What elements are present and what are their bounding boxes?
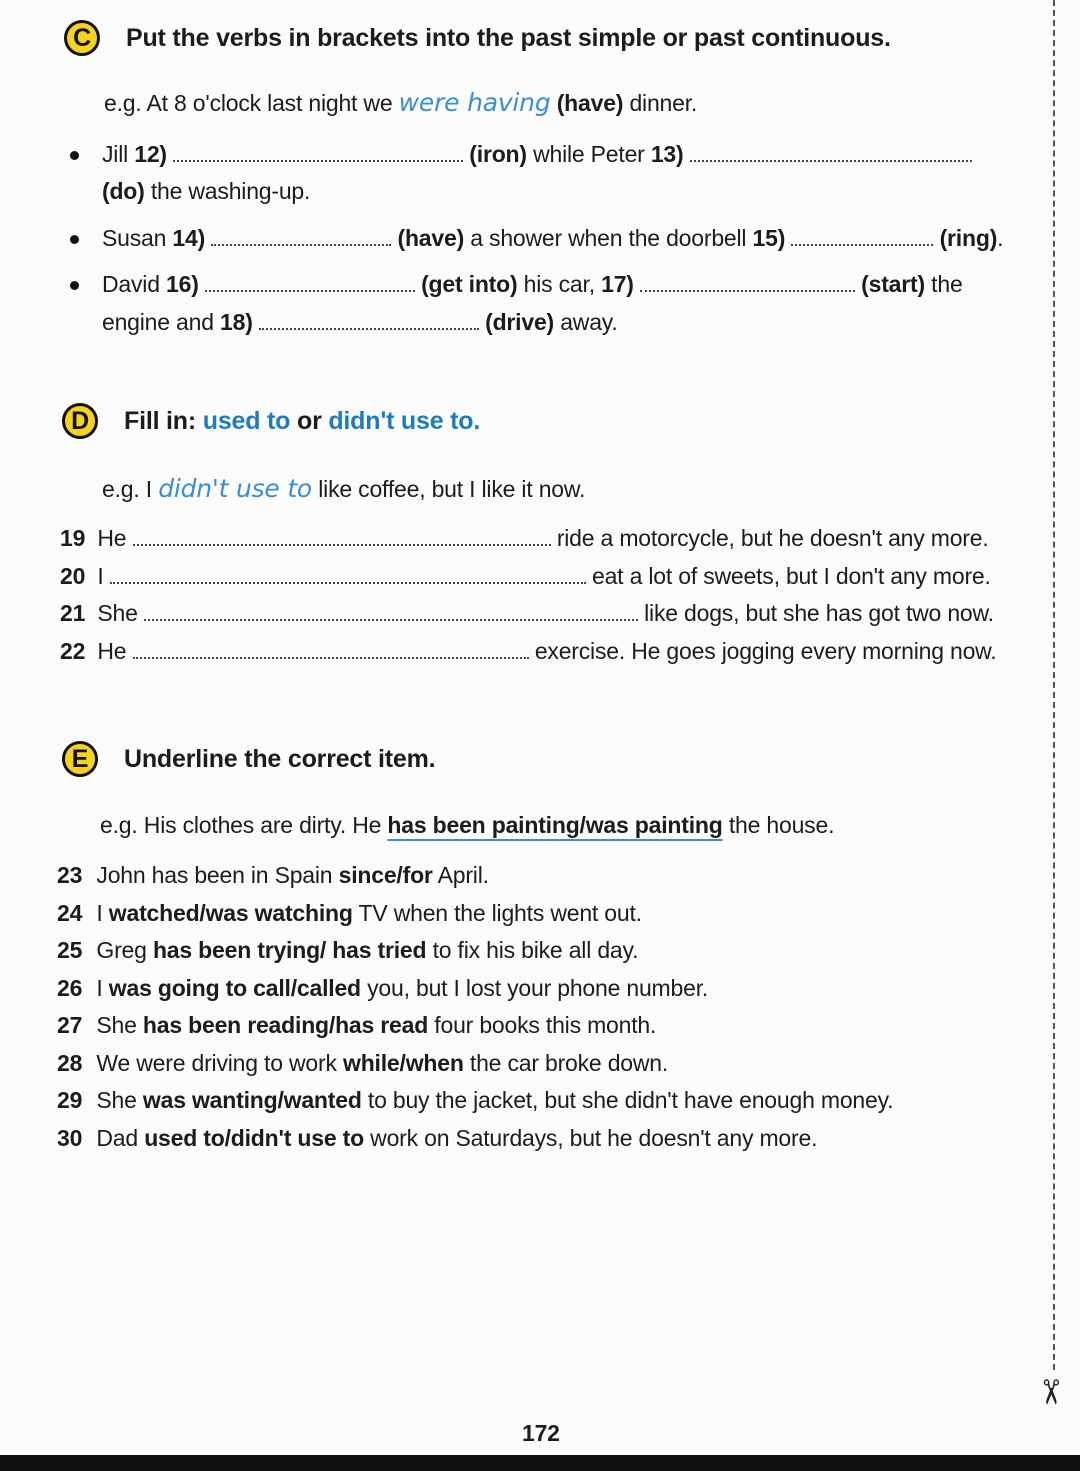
- item-number: 30: [57, 1125, 83, 1151]
- exercise-e-item: [57, 900, 642, 927]
- exercise-d-item: [60, 600, 994, 627]
- item-choice[interactable]: has been trying/ has tried: [152, 937, 427, 963]
- item-number: 13): [650, 141, 684, 167]
- section-d-example: [102, 474, 585, 503]
- exercise-c-item-cont: [102, 178, 310, 205]
- example-answer: didn't use to: [158, 474, 313, 503]
- example-text: like coffee, but I like it now.: [318, 476, 586, 502]
- answer-blank-17[interactable]: [640, 276, 855, 292]
- exercise-e-item: [57, 862, 489, 889]
- item-text: John has been in Spain: [96, 862, 333, 888]
- exercise-e-item: [57, 1087, 893, 1114]
- page-number: 172: [522, 1420, 560, 1446]
- item-number: 26: [57, 975, 83, 1001]
- example-text: dinner.: [629, 90, 698, 116]
- item-text: .: [997, 225, 1004, 251]
- item-text: She: [96, 1012, 137, 1038]
- answer-blank-20[interactable]: [110, 568, 586, 584]
- item-choice[interactable]: watched/was watching: [108, 900, 353, 926]
- bullet: [70, 281, 79, 290]
- item-text: David: [102, 271, 160, 297]
- item-text: eat a lot of sweets, but I don't any more.: [592, 563, 991, 589]
- item-number: 29: [57, 1087, 83, 1113]
- exercise-d-item: [60, 525, 989, 552]
- answer-blank-18[interactable]: [259, 314, 479, 330]
- cut-line: [1053, 0, 1055, 1370]
- item-number: 25: [57, 937, 83, 963]
- item-text: to fix his bike all day.: [432, 937, 639, 963]
- item-number: 21: [60, 600, 86, 626]
- item-verb: (get into): [421, 271, 518, 297]
- exercise-c-item: [102, 141, 972, 168]
- example-verb: (have): [556, 90, 624, 116]
- item-text: away.: [560, 309, 618, 335]
- item-number: 22: [60, 638, 86, 664]
- item-text: his car,: [523, 271, 595, 297]
- item-number: 16): [166, 271, 199, 297]
- exercise-d-item: [60, 563, 991, 590]
- bullet: [70, 151, 79, 160]
- item-verb: (start): [861, 271, 925, 297]
- item-text: a shower when the doorbell: [470, 225, 747, 251]
- item-subject: She: [97, 600, 138, 626]
- exercise-e-item: [57, 1050, 668, 1077]
- bullet: [70, 235, 79, 244]
- section-d-badge: D: [62, 403, 98, 439]
- answer-blank-15[interactable]: [791, 230, 933, 246]
- item-text: ride a motorcycle, but he doesn't any more.: [556, 525, 989, 551]
- item-number: 27: [57, 1012, 83, 1038]
- answer-blank-16[interactable]: [205, 276, 415, 292]
- item-number: 23: [57, 862, 83, 888]
- item-verb: (do): [102, 178, 145, 204]
- example-choice: has been painting/was painting: [387, 812, 723, 838]
- item-choice[interactable]: has been reading/has read: [142, 1012, 429, 1038]
- exercise-e-item: [57, 1125, 817, 1152]
- section-d-instruction: [124, 407, 480, 436]
- item-number: 28: [57, 1050, 83, 1076]
- item-text: TV when the lights went out.: [358, 900, 642, 926]
- bottom-bar: [0, 1455, 1080, 1471]
- item-subject: He: [97, 525, 127, 551]
- item-text: Jill: [102, 141, 129, 167]
- item-text: like dogs, but she has got two now.: [644, 600, 994, 626]
- item-subject: He: [97, 638, 127, 664]
- instruction-or: or: [297, 407, 322, 435]
- item-text: work on Saturdays, but he doesn't any more.: [370, 1125, 818, 1151]
- item-text: Greg: [96, 937, 147, 963]
- example-prefix: e.g.: [100, 812, 138, 838]
- item-text: you, but I lost your phone number.: [367, 975, 709, 1001]
- item-choice[interactable]: was going to call/called: [108, 975, 361, 1001]
- section-e-instruction: Underline the correct item.: [124, 745, 436, 773]
- example-text: His clothes are dirty. He: [143, 812, 382, 838]
- answer-blank-14[interactable]: [211, 230, 391, 246]
- item-text: four books this month.: [434, 1012, 657, 1038]
- option-used-to: used to: [202, 407, 291, 435]
- item-verb: (ring): [939, 225, 998, 251]
- section-c-example: [104, 88, 697, 117]
- item-text: the: [931, 271, 963, 297]
- exercise-e-item: [57, 937, 638, 964]
- item-number: 14): [172, 225, 206, 251]
- answer-blank-19[interactable]: [133, 530, 551, 546]
- item-verb: (drive): [485, 309, 555, 335]
- item-text: Dad: [96, 1125, 138, 1151]
- item-text: the car broke down.: [469, 1050, 669, 1076]
- example-text: At 8 o'clock last night we: [146, 90, 393, 116]
- item-number: 24: [57, 900, 83, 926]
- exercise-e-item: [57, 1012, 656, 1039]
- example-text: the house.: [728, 812, 835, 838]
- item-choice[interactable]: used to/didn't use to: [144, 1125, 364, 1151]
- item-text: exercise. He goes jogging every morning now.: [534, 638, 997, 664]
- item-text: Susan: [102, 225, 167, 251]
- item-number: 20: [60, 563, 86, 589]
- example-prefix: e.g.: [104, 90, 142, 116]
- item-text: I: [96, 975, 103, 1001]
- answer-blank-21[interactable]: [144, 605, 638, 621]
- answer-blank-22[interactable]: [133, 643, 529, 659]
- item-choice[interactable]: since/for: [338, 862, 433, 888]
- item-number: 15): [752, 225, 786, 251]
- exercise-e-item: [57, 975, 708, 1002]
- item-text: I: [96, 900, 103, 926]
- item-text: She: [96, 1087, 137, 1113]
- exercise-d-item: [60, 638, 997, 665]
- section-c-badge: C: [64, 20, 100, 56]
- item-number: 19: [60, 525, 86, 551]
- item-choice[interactable]: while/when: [343, 1050, 464, 1076]
- example-text: I: [145, 476, 152, 502]
- item-text: April.: [437, 862, 489, 888]
- item-text: while Peter: [533, 141, 645, 167]
- item-number: 12): [134, 141, 167, 167]
- item-number: 18): [220, 309, 253, 335]
- item-verb: (have): [397, 225, 465, 251]
- item-text: We were driving to work: [96, 1050, 337, 1076]
- scissors-icon: ✂: [1031, 1377, 1070, 1407]
- example-answer: were having: [398, 88, 551, 117]
- answer-blank-13[interactable]: [690, 146, 972, 162]
- section-e-example: [100, 812, 834, 839]
- answer-blank-12[interactable]: [173, 146, 463, 162]
- section-c-instruction: Put the verbs in brackets into the past simple or past continuous.: [126, 24, 891, 52]
- exercise-c-item: [102, 225, 1003, 252]
- item-number: 17): [601, 271, 634, 297]
- item-verb: (iron): [469, 141, 527, 167]
- item-subject: I: [97, 563, 104, 589]
- item-text: engine and: [102, 309, 214, 335]
- item-text: to buy the jacket, but she didn't have enough money.: [367, 1087, 894, 1113]
- option-didnt-use-to: didn't use to.: [328, 407, 481, 435]
- exercise-c-item-cont: [102, 309, 618, 336]
- item-text: the washing-up.: [150, 178, 311, 204]
- section-e-badge: E: [62, 741, 98, 777]
- item-choice[interactable]: was wanting/wanted: [142, 1087, 362, 1113]
- instruction-prefix: Fill in:: [124, 407, 196, 435]
- example-prefix: e.g.: [102, 476, 140, 502]
- exercise-c-item: [102, 271, 963, 298]
